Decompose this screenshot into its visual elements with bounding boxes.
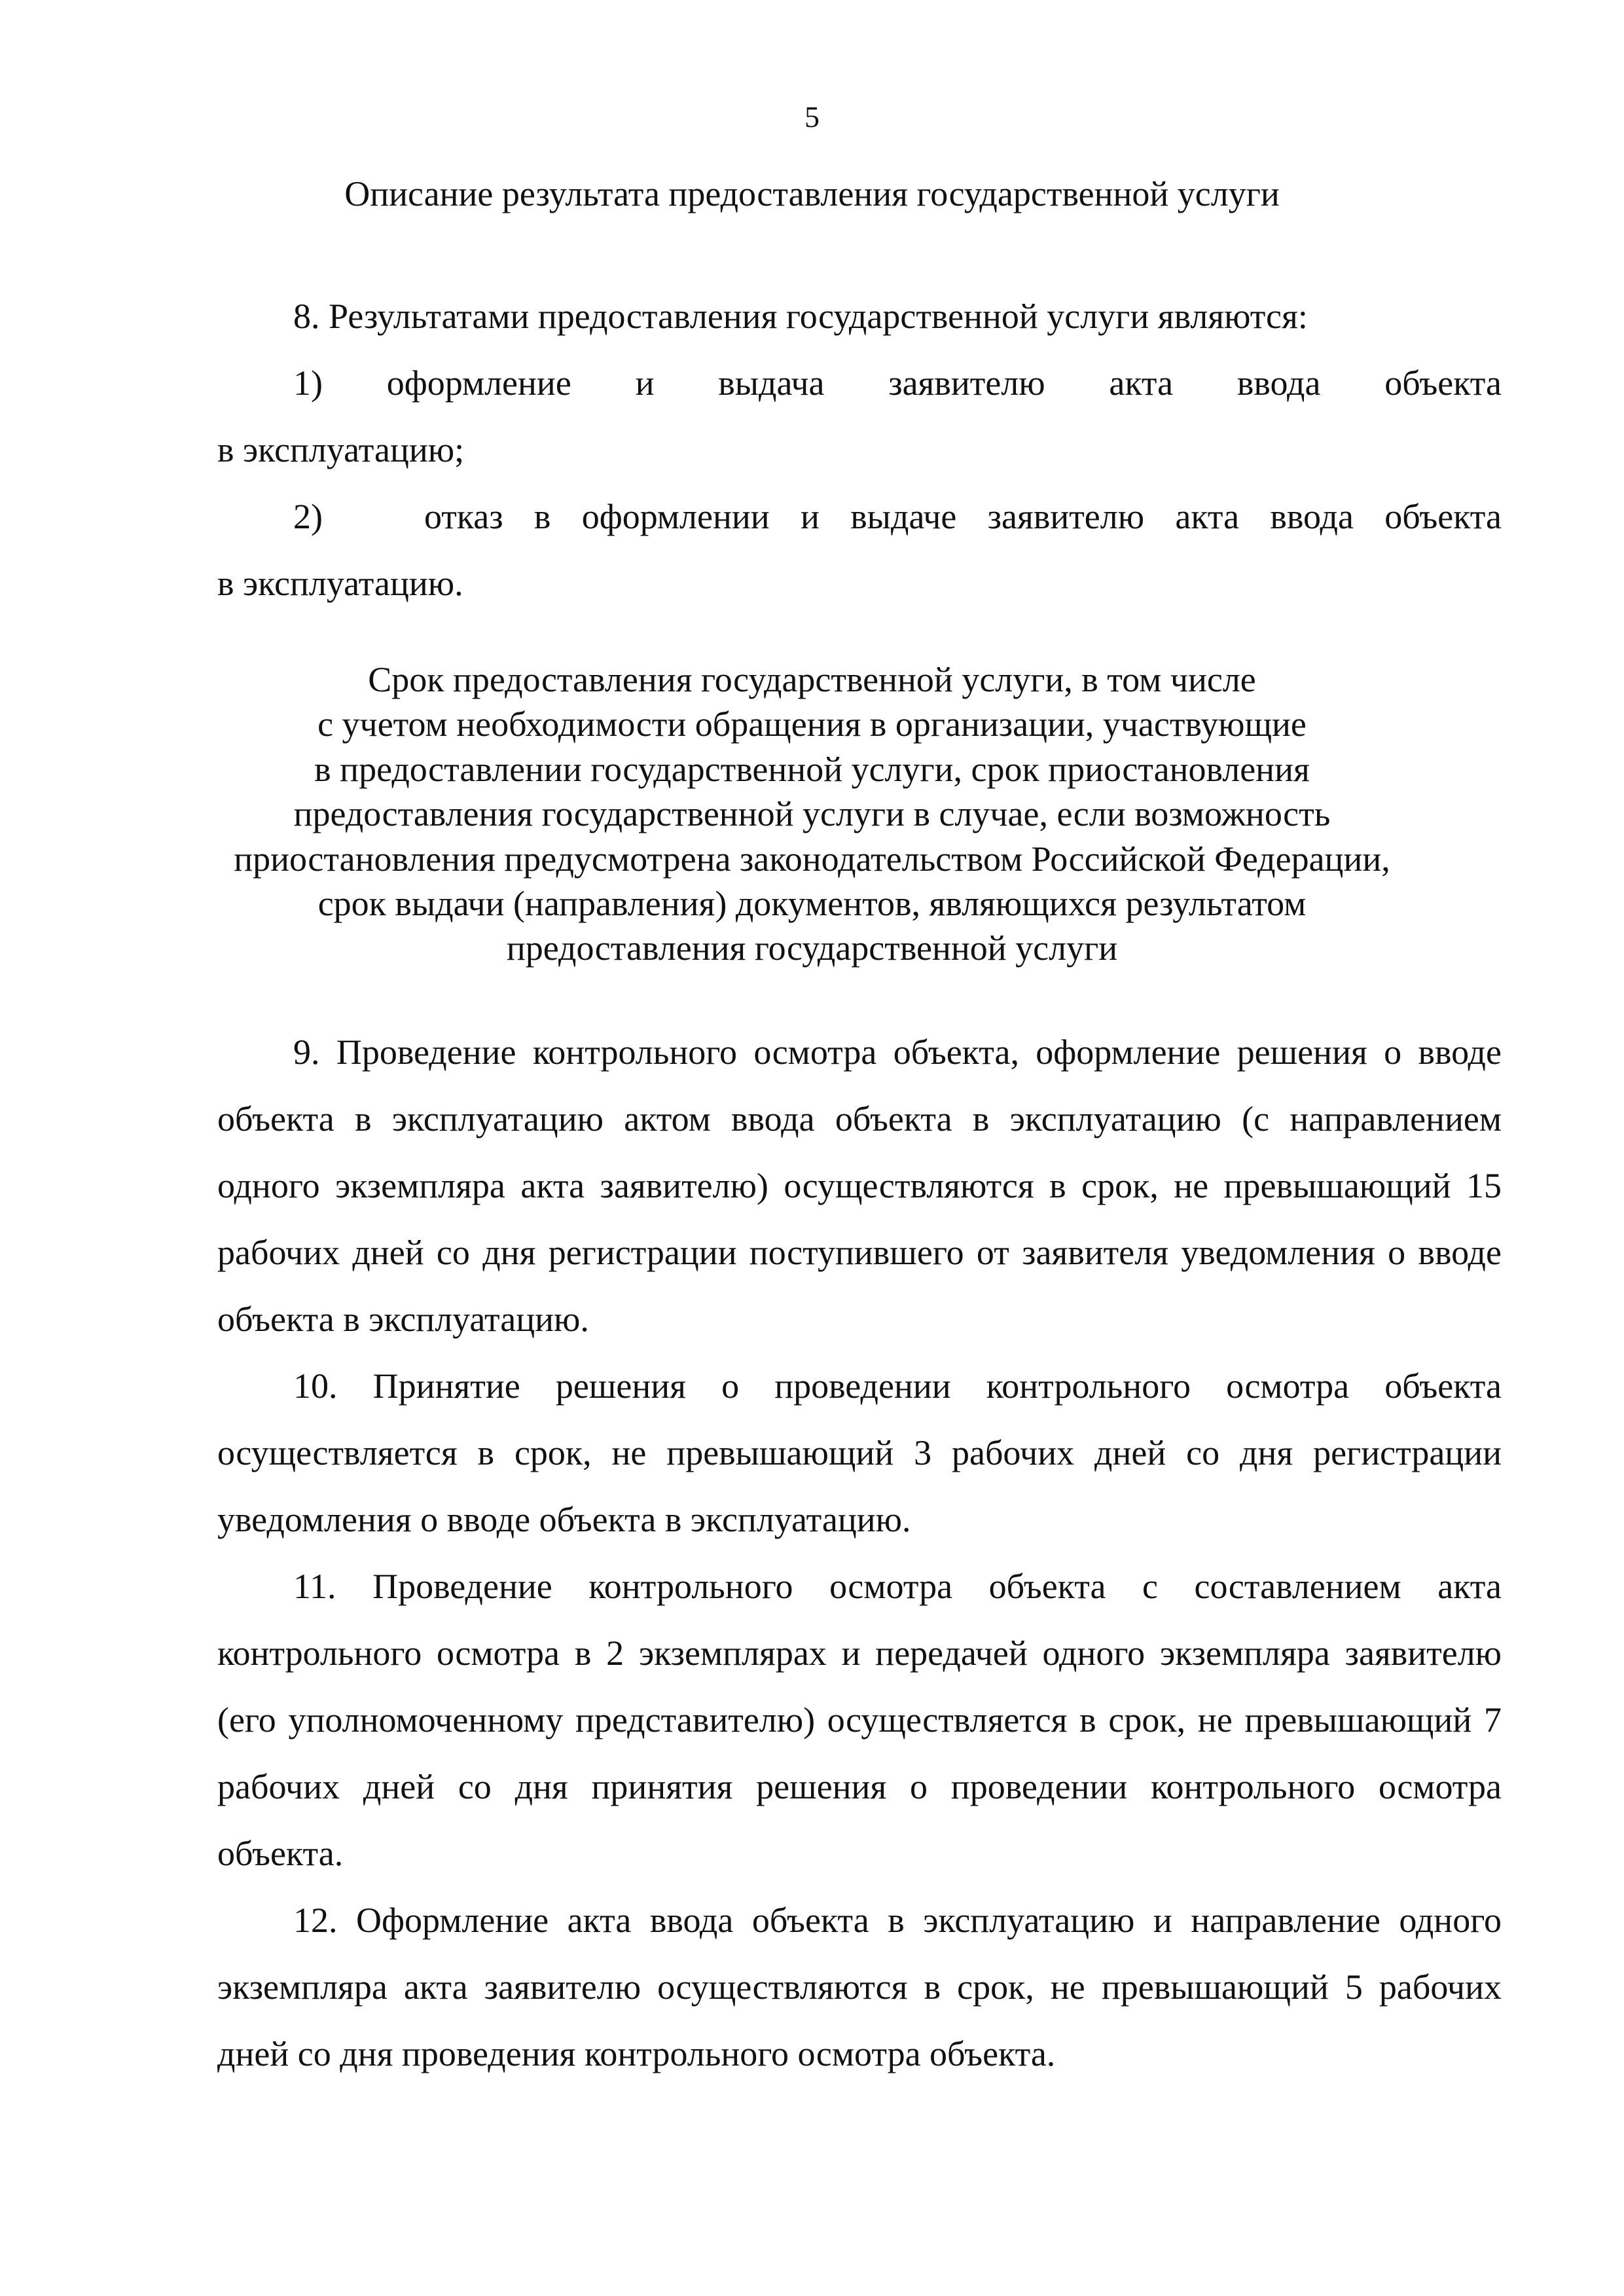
list-item-2-number: 2) xyxy=(293,497,323,536)
heading-line: срок выдачи (направления) документов, являющихся результатом xyxy=(317,884,1307,924)
list-item-2-continuation: в эксплуатацию. xyxy=(217,564,463,603)
heading-line: Срок предоставления государственной услуги, в том числе xyxy=(368,660,1256,699)
list-item-1-word: выдача xyxy=(718,363,825,403)
list-item-1-word: оформление xyxy=(386,363,571,403)
list-item-1-word: акта xyxy=(1109,363,1174,403)
paragraph-9 xyxy=(217,1019,1502,1353)
section-heading-result: Описание результата предоставления государственной услуги xyxy=(344,174,1280,213)
paragraph-8 xyxy=(217,283,1502,350)
paragraph-8-text: 8. Результатами предоставления государственной услуги являются: xyxy=(293,297,1308,336)
paragraph-10 xyxy=(217,1353,1502,1553)
paragraph-11 xyxy=(217,1553,1502,1887)
list-item-1-word: ввода xyxy=(1236,363,1321,403)
page-number: 5 xyxy=(804,100,820,134)
list-item-2-first-line xyxy=(217,483,1502,550)
heading-line: предоставления государственной услуги xyxy=(506,928,1118,968)
heading-line: с учетом необходимости обращения в организации, участвующие xyxy=(317,704,1307,744)
heading-line: предоставления государственной услуги в случае, если возможность xyxy=(293,794,1331,834)
list-item-1-word: и xyxy=(635,363,655,403)
list-item-1-first-line xyxy=(217,350,1502,416)
paragraph-9-text: 9. Проведение контрольного осмотра объекта, оформление решения о вводе объекта в эксплуатацию актом ввода объекта в эксплуатацию (с направлением одного экземпляра акта заявителю) осуществляются в срок, не превышающий 15 рабочих дней со дня регистрации поступившего от заявителя уведомления о вводе объекта в эксплуатацию. xyxy=(217,1032,1502,1339)
list-item-1-continuation: в эксплуатацию; xyxy=(217,430,465,469)
paragraph-11-text: 11. Проведение контрольного осмотра объекта с составлением акта контрольного осмотра в 2 экземплярах и передачей одного экземпляра заявителю (его уполномоченному представителю) осуществляется в срок, не превышающий 7 рабочих дней со дня принятия решения о проведении контрольного осмотра объекта. xyxy=(217,1567,1502,1873)
list-item-2-text: отказ в оформлении и выдаче заявителю акта ввода объекта xyxy=(424,497,1502,536)
paragraph-10-text: 10. Принятие решения о проведении контрольного осмотра объекта осуществляется в срок, не превышающий 3 рабочих дней со дня регистрации уведомления о вводе объекта в эксплуатацию. xyxy=(217,1366,1502,1539)
list-item-1 xyxy=(217,350,1502,483)
list-item-1-word: заявителю xyxy=(888,363,1045,403)
paragraph-12-text: 12. Оформление акта ввода объекта в эксплуатацию и направление одного экземпляра акта заявителю осуществляются в срок, не превышающий 5 рабочих дней со дня проведения контрольного осмотра объекта. xyxy=(217,1901,1502,2073)
list-item-1-word: объекта xyxy=(1384,363,1502,403)
heading-line: приостановления предусмотрена законодательством Российской Федерации, xyxy=(234,839,1390,879)
section-heading-term xyxy=(0,657,1624,971)
list-item-2 xyxy=(217,483,1502,617)
list-item-1-number: 1) xyxy=(293,363,323,403)
heading-line: в предоставлении государственной услуги, срок приостановления xyxy=(314,749,1310,789)
paragraph-12 xyxy=(217,1887,1502,2087)
